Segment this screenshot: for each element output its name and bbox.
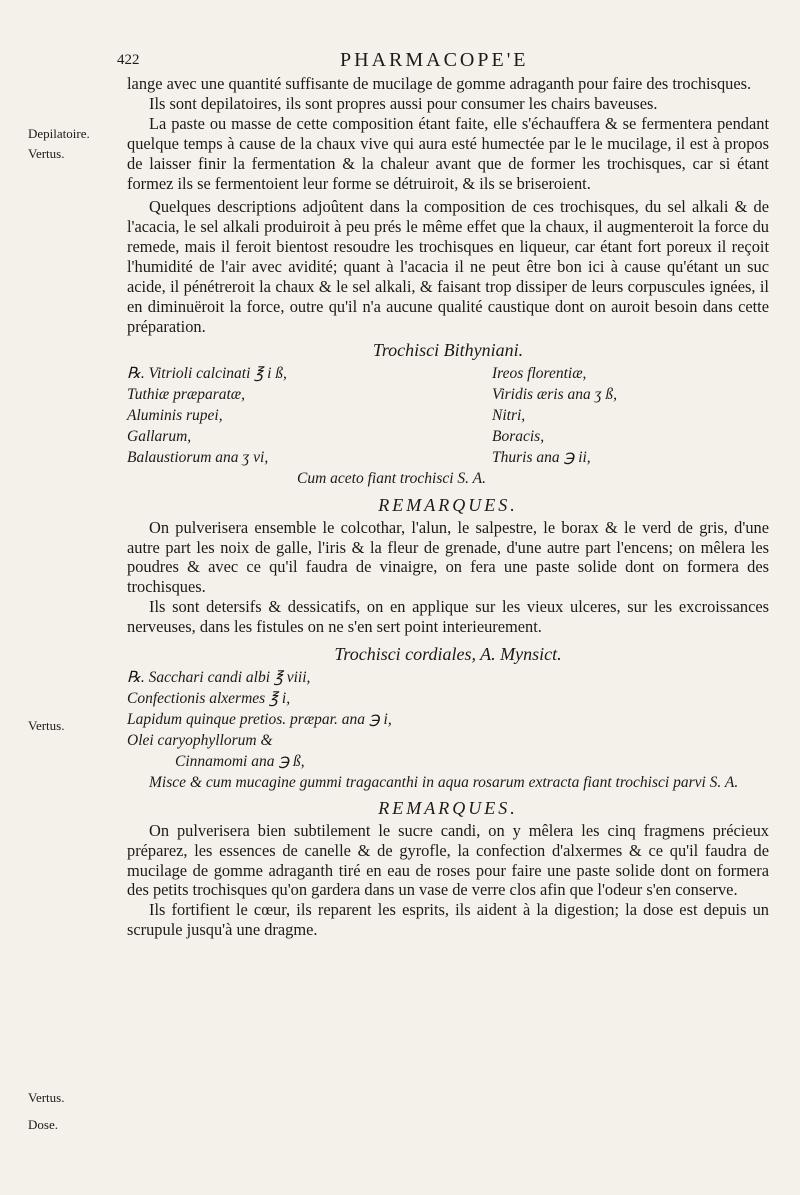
paragraph: lange avec une quantité suffisante de mucilage de gomme adraganth pour faire des trochisques.	[127, 74, 752, 93]
section-heading: REMARQUES.	[378, 797, 518, 818]
recipe-closing: Cum aceto fiant trochisci S. A.	[297, 469, 486, 487]
margin-note-vertus-2: Vertus.	[28, 718, 65, 733]
recipe-ingredients	[127, 668, 769, 773]
ingredient: Cinnamomi ana ℈ ß,	[175, 752, 305, 770]
recipe-title: Trochisci Bithyniani.	[372, 339, 524, 360]
paragraph: On pulverisera bien subtilement le sucre candi, on y mêlera les cinq fragmens précieux préparez, les essences de canelle & de gyrofle, la confection d'alxermes & ce qu'il faudra de mucilage de gomme adraganth tiré en eau de roses pour faire une paste solide dont on formera des petits trochisques qu'on gardera dans un vase de verre clos afin que l'odeur s'en conserve.	[127, 820, 769, 900]
margin-note-dose: Dose.	[28, 1117, 58, 1132]
margin-note-vertus-3: Vertus.	[28, 1090, 65, 1105]
page-number: 422	[117, 52, 140, 68]
running-title: PHARMACOPE'E	[340, 49, 529, 71]
ingredient: Olei caryophyllorum &	[127, 731, 273, 749]
ingredient: Nitri,	[492, 406, 526, 424]
ingredient: Lapidum quinque pretios. præpar. ana ℈ i,	[127, 710, 392, 728]
paragraph: Ils sont depilatoires, ils sont propres aussi pour consumer les chairs baveuses.	[149, 93, 658, 113]
section-heading: REMARQUES.	[378, 494, 518, 515]
paragraph: La paste ou masse de cette composition étant faite, elle s'échauffera & se fermentera pendant quelque temps à cause de la chaux vive qui aura esté humectée par le le mucilage, il est à propos de laisser finir la fermentation & la chaleur avant que de former les trochisques, car si étant formez ils se fermentoient leur forme se détruiroit, & ils se briseroient.	[127, 113, 769, 193]
ingredient: Boracis,	[492, 427, 545, 445]
paragraph: Quelques descriptions adjoûtent dans la composition de ces trochisques, du sel alkali & de l'acacia, le sel alkali produiroit à peu prés le même effet que la chaux, il augmenteroit la force du remede, mais il feroit bientost resoudre les trochisques en liqueur, car étant fort poreux il reçoit l'humidité de l'air avec avidité; quant à l'acacia il ne peut être bon ici à cause qu'étant un suc acide, il pénétreroit la chaux & le sel alkali, & faisant trop dissiper de leurs corpuscules ignées, il en diminuëroit la force, outre qu'il n'a aucune qualité caustique dont on auroit besoin dans cette préparation.	[127, 197, 769, 336]
margin-note-vertus-1: Vertus.	[28, 146, 65, 161]
ingredient: Tuthiæ præparatæ,	[127, 385, 246, 403]
paragraph: On pulverisera ensemble le colcothar, l'alun, le salpestre, le borax & le verd de gris, d'une autre part les noix de galle, l'iris & la fleur de grenade, d'une autre part l'encens; on mêlera les poudres & avec ce qu'il faudra de vinaigre, on fera une paste solide dont on formera des trochisques.	[127, 517, 769, 597]
ingredient: ℞. Vitrioli calcinati ℥ i ß,	[127, 364, 287, 382]
margin-note-depilatoire: Depilatoire.	[28, 126, 90, 141]
recipe-ingredients	[127, 364, 769, 469]
ingredient: Thuris ana ℈ ii,	[492, 448, 591, 466]
recipe-title: Trochisci cordiales, A. Mynsict.	[334, 644, 562, 665]
recipe-closing: Misce & cum mucagine gummi tragacanthi in aqua rosarum extracta fiant trochisci parvi S. A.	[149, 773, 739, 791]
ingredient: Confectionis alxermes ℥ i,	[127, 689, 291, 707]
paragraph: Ils fortifient le cœur, ils reparent les esprits, ils aident à la digestion; la dose est depuis un scrupule jusqu'à une dragme.	[127, 900, 769, 940]
ingredient: ℞. Sacchari candi albi ℥ viii,	[127, 668, 311, 686]
ingredient: Ireos florentiæ,	[492, 364, 587, 382]
ingredient: Aluminis rupei,	[127, 406, 223, 424]
main-text	[127, 74, 769, 940]
ingredient: Gallarum,	[127, 427, 192, 445]
ingredient: Viridis æris ana ʒ ß,	[492, 385, 618, 403]
ingredient: Balaustiorum ana ʒ vi,	[127, 448, 269, 466]
paragraph: Ils sont detersifs & dessicatifs, on en applique sur les vieux ulceres, sur les excroissances nerveuses, dans les fistules on ne s'en sert point interieurement.	[127, 597, 769, 637]
